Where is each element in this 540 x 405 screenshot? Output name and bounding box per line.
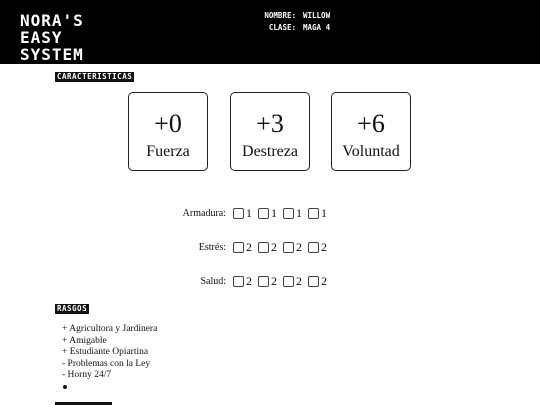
armor-track [160,204,410,222]
armor-box[interactable] [258,206,277,221]
stress-box-value: 2 [246,239,252,254]
trait-item[interactable]: + Amigable [62,335,107,346]
armor-box-value: 1 [296,205,302,220]
health-checkbox[interactable] [233,276,244,287]
trait-item[interactable]: + Agricultora y Jardinera [62,324,158,334]
stat-card-fuerza[interactable] [128,92,208,171]
health-box[interactable] [308,274,327,289]
health-checkbox[interactable] [283,276,294,287]
trait-item[interactable]: - Problemas con la Ley [62,358,151,369]
app-logo [20,12,115,63]
stress-box[interactable] [308,240,327,255]
health-box-value: 2 [296,273,302,288]
armor-box-value: 1 [246,205,252,220]
trait-item[interactable]: - Horny 24/7 [62,370,112,380]
health-track [160,272,410,290]
stat-card-voluntad[interactable] [331,92,411,171]
armor-checkbox[interactable] [283,208,294,219]
stat-value: +0 [154,109,182,138]
armor-checkbox[interactable] [308,208,319,219]
class-value[interactable]: MAGA 4 [303,23,331,32]
stat-card-destreza[interactable] [230,92,310,171]
traits-list[interactable] [62,324,157,382]
armor-label: Armadura: [182,207,226,219]
header-bar [0,0,540,64]
armor-box-value: 1 [321,205,327,220]
empty-trait-bullet[interactable] [63,385,67,389]
name-value[interactable]: WILLOW [303,11,331,20]
stress-box[interactable] [283,240,302,255]
armor-checkbox[interactable] [233,208,244,219]
stat-name: Voluntad [342,143,400,160]
health-checkbox[interactable] [258,276,269,287]
health-label: Salud: [200,275,226,287]
stat-name: Fuerza [146,143,190,160]
stress-box-value: 2 [321,239,327,254]
stress-checkbox[interactable] [308,242,319,253]
stat-value: +6 [357,109,385,138]
logo-line-2: SYSTEM [20,45,84,64]
stress-track [160,238,410,256]
name-label: NOMBRE: [264,11,296,20]
health-box[interactable] [283,274,302,289]
armor-box-value: 1 [271,205,277,220]
stat-value: +3 [256,109,284,138]
armor-box[interactable] [283,206,302,221]
stat-name: Destreza [242,143,298,160]
stress-checkbox[interactable] [258,242,269,253]
health-box-value: 2 [271,273,277,288]
logo-line-1: NORA'S EASY [20,11,84,47]
health-box[interactable] [233,274,252,289]
stress-label: Estrés: [198,241,226,253]
stress-box-value: 2 [296,239,302,254]
stress-box-value: 2 [271,239,277,254]
characteristics-heading: CARACTERISTICAS [57,72,133,81]
trait-item[interactable]: + Estudiante Opiartina [62,347,149,357]
class-row [256,23,330,32]
name-row [256,11,330,20]
traits-heading: RASGOS [57,304,88,313]
health-checkbox[interactable] [308,276,319,287]
stress-box[interactable] [233,240,252,255]
stress-box[interactable] [258,240,277,255]
armor-checkbox[interactable] [258,208,269,219]
health-box[interactable] [258,274,277,289]
class-label: CLASE: [268,23,296,32]
armor-box[interactable] [308,206,327,221]
character-meta [256,11,330,35]
stress-checkbox[interactable] [233,242,244,253]
health-box-value: 2 [246,273,252,288]
health-box-value: 2 [321,273,327,288]
armor-box[interactable] [233,206,252,221]
stress-checkbox[interactable] [283,242,294,253]
